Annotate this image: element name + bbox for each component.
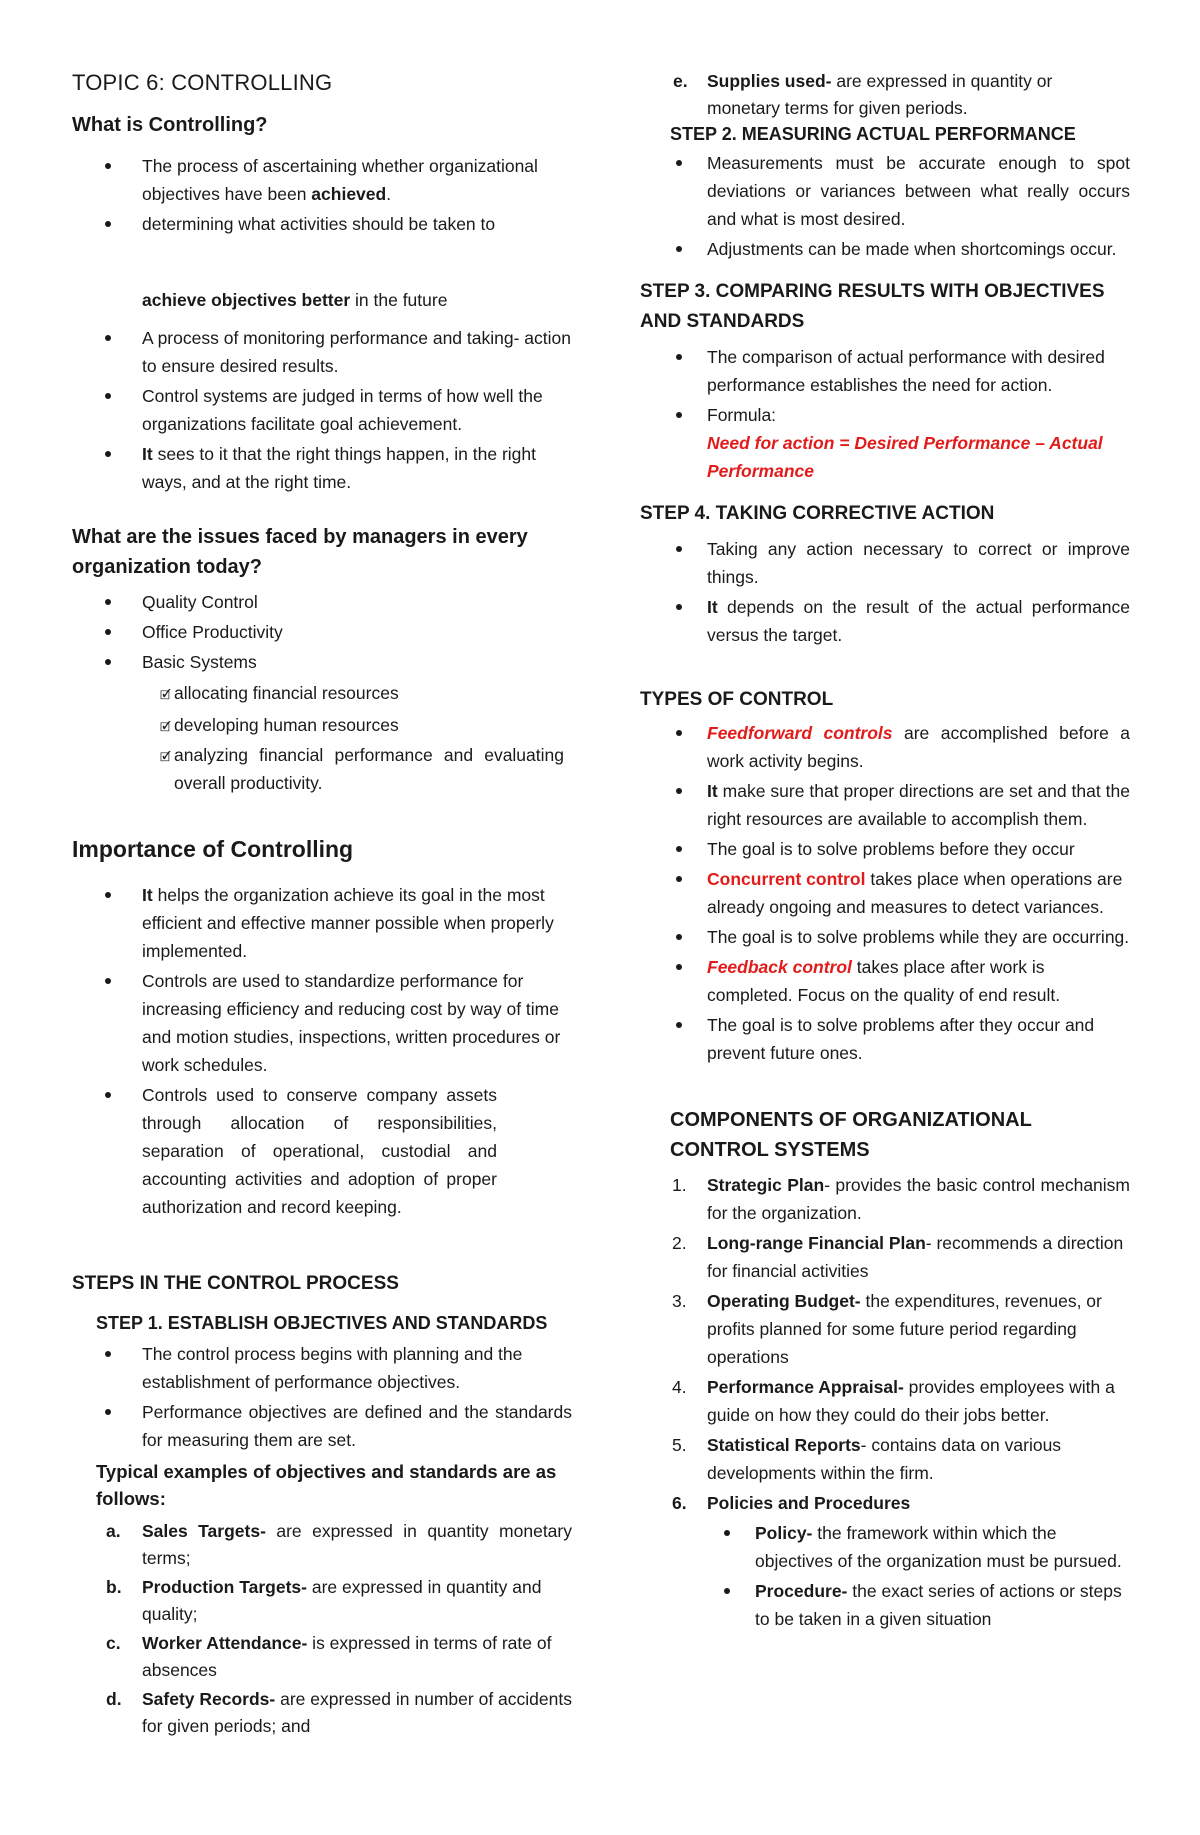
list-item: Basic Systems <box>72 648 572 676</box>
list-item: determining what activities should be taken to <box>72 210 572 238</box>
checkbox-icon: 🗹 <box>160 750 171 764</box>
list-item: 5. Statistical Reports- contains data on various developments within the firm. <box>672 1435 1062 1483</box>
typical-examples-heading: Typical examples of objectives and standards are as follows: <box>96 1461 557 1509</box>
list-item: Adjustments can be made when shortcomings occur. <box>640 235 1130 263</box>
list-item: b. Production Targets- are expressed in quantity and quality; <box>106 1577 542 1624</box>
list-item: Policy- the framework within which the objectives of the organization must be pursued. <box>640 1519 1130 1575</box>
sub-list-item: 🗹 allocating financial resources <box>72 678 572 710</box>
sub-list-item: 🗹 analyzing financial performance and evaluating overall productivity. <box>160 745 564 793</box>
list-item: The goal is to solve problems while they are occurring. <box>640 923 1130 951</box>
list-item: Office Productivity <box>72 618 572 646</box>
list-item: Performance objectives are defined and the standards for measuring them are set. <box>72 1398 572 1454</box>
list-item: 1. Strategic Plan- provides the basic control mechanism for the organization. <box>672 1175 1130 1223</box>
list-item: Measurements must be accurate enough to spot deviations or variances between what really occurs and what is most desired. <box>640 149 1130 233</box>
steps-heading: STEPS IN THE CONTROL PROCESS <box>72 1273 399 1294</box>
importance-list <box>72 881 572 1221</box>
list-item: It make sure that proper directions are set and that the right resources are available to accomplish them. <box>640 777 1130 833</box>
step4-heading: STEP 4. TAKING CORRECTIVE ACTION <box>640 503 995 524</box>
step4-list <box>640 535 1130 649</box>
list-item: The goal is to solve problems before they occur <box>640 835 1130 863</box>
need-for-action-formula: Need for action = Desired Performance – Actual Performance <box>707 433 1103 481</box>
what-is-list-cont <box>72 324 572 496</box>
types-heading: TYPES OF CONTROL <box>640 689 834 710</box>
components-heading: COMPONENTS OF ORGANIZATIONAL CONTROL SYSTEMS <box>670 1109 1032 1161</box>
list-item: The process of ascertaining whether organizational objectives have been achieved. <box>72 152 572 208</box>
list-item: a. Sales Targets- are expressed in quantity monetary terms; <box>106 1521 572 1568</box>
list-item: 6. Policies and Procedures <box>672 1493 911 1513</box>
list-item: Feedback control takes place after work is completed. Focus on the quality of end result. <box>640 953 1130 1009</box>
checkbox-icon: 🗹 <box>160 688 171 702</box>
step2-list <box>640 149 1130 263</box>
examples-list-cont <box>640 68 1130 122</box>
topic-title: TOPIC 6: CONTROLLING <box>72 70 333 95</box>
sub-list-item: 🗹 developing human resources <box>72 710 572 742</box>
issues-list <box>72 588 572 676</box>
list-item: Taking any action necessary to correct or improve things. <box>640 535 1130 591</box>
list-item: The goal is to solve problems after they occur and prevent future ones. <box>640 1011 1130 1067</box>
list-item: Control systems are judged in terms of how well the organizations facilitate goal achievement. <box>72 382 572 438</box>
list-item: Quality Control <box>72 588 572 616</box>
list-item: Formula: Need for action = Desired Performance – Actual Performance <box>640 401 1130 485</box>
step3-list <box>640 343 1130 485</box>
step1-heading: STEP 1. ESTABLISH OBJECTIVES AND STANDARDS <box>96 1313 548 1333</box>
list-item: A process of monitoring performance and taking- action to ensure desired results. <box>72 324 572 380</box>
list-item: It sees to it that the right things happen, in the right ways, and at the right time. <box>72 440 572 496</box>
list-item: 4. Performance Appraisal- provides employees with a guide on how they could do their jobs better. <box>672 1377 1115 1425</box>
list-item: e. Supplies used- are expressed in quantity or monetary terms for given periods. <box>673 71 1053 118</box>
examples-list <box>72 1518 572 1740</box>
list-item: Controls are used to standardize performance for increasing efficiency and reducing cost by way of time and motion studies, inspections, written procedures or work schedules. <box>72 967 572 1079</box>
components-list <box>640 1171 1130 1517</box>
list-item: 3. Operating Budget- the expenditures, revenues, or profits planned for some future period regarding operations <box>672 1291 1102 1367</box>
list-item: Procedure- the exact series of actions or steps to be taken in a given situation <box>640 1577 1130 1633</box>
step1-list <box>72 1340 572 1454</box>
left-column <box>72 68 572 1742</box>
issues-heading: What are the issues faced by managers in every organization today? <box>72 526 528 578</box>
importance-heading: Importance of Controlling <box>72 836 354 862</box>
types-list <box>640 719 1130 1067</box>
list-item: achieve objectives better in the future <box>142 290 448 310</box>
step3-heading: STEP 3. COMPARING RESULTS WITH OBJECTIVES AND STANDARDS <box>640 281 1105 332</box>
checkbox-icon: 🗹 <box>160 720 171 734</box>
list-item: Controls used to conserve company assets through allocation of responsibilities, separation of operational, custodial and accounting activities and adoption of proper authorization and record keeping. <box>72 1081 497 1221</box>
list-item: The control process begins with planning and the establishment of performance objectives. <box>72 1340 572 1396</box>
list-item: 2. Long-range Financial Plan- recommends a direction for financial activities <box>672 1233 1124 1281</box>
list-item: The comparison of actual performance with desired performance establishes the need for action. <box>640 343 1130 399</box>
right-column <box>640 68 1130 1635</box>
components-sub-list <box>640 1519 1130 1633</box>
list-item: c. Worker Attendance- is expressed in terms of rate of absences <box>106 1633 552 1680</box>
list-item: Concurrent control takes place when operations are already ongoing and measures to detect variances. <box>640 865 1130 921</box>
list-item: Feedforward controls are accomplished before a work activity begins. <box>640 719 1130 775</box>
issues-sub-list <box>72 678 572 796</box>
step2-heading: STEP 2. MEASURING ACTUAL PERFORMANCE <box>670 124 1076 144</box>
list-item: d. Safety Records- are expressed in number of accidents for given periods; and <box>106 1689 572 1736</box>
what-is-heading: What is Controlling? <box>72 114 268 136</box>
list-item: It depends on the result of the actual performance versus the target. <box>640 593 1130 649</box>
what-is-list <box>72 152 572 238</box>
list-item: It helps the organization achieve its goal in the most efficient and effective manner possible when properly implemented. <box>72 881 572 965</box>
